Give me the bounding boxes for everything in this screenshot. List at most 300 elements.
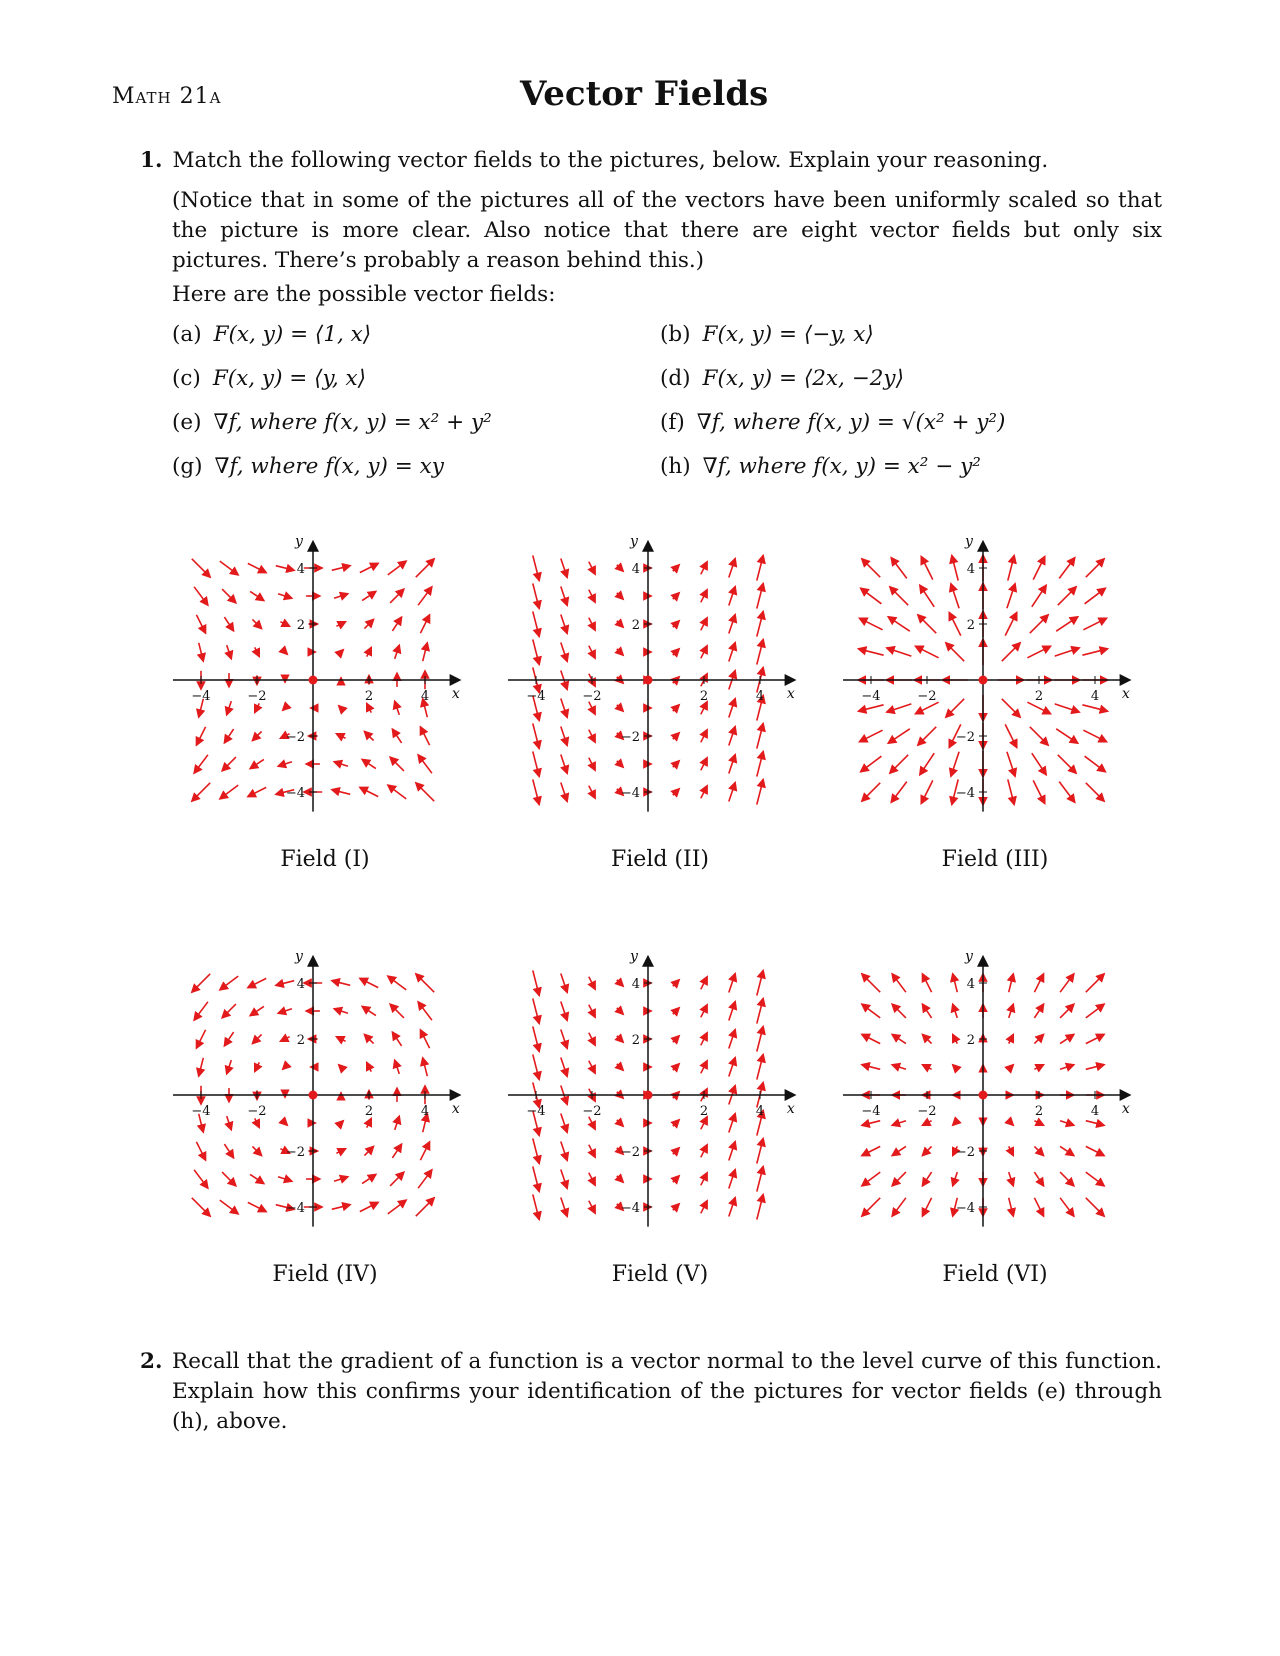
field-arrow	[561, 643, 567, 662]
field-arrow	[1002, 699, 1020, 717]
field-arrow	[1009, 1146, 1014, 1155]
field-arrow	[194, 1002, 208, 1020]
field-label: (b)	[660, 322, 691, 347]
field-arrow	[1007, 584, 1015, 609]
field-arrow	[1083, 618, 1106, 630]
vector-field-plot	[835, 533, 1155, 845]
field-arrow	[862, 1146, 880, 1155]
field-arrow	[561, 1198, 567, 1217]
field-arrow	[729, 1170, 735, 1189]
field-arrow	[1086, 1146, 1104, 1155]
field-arrow	[861, 756, 882, 772]
y-axis-label: y	[965, 533, 973, 550]
field-arrow	[420, 1030, 429, 1048]
y-tick-label: 4	[631, 562, 640, 577]
field-arrow	[1032, 585, 1046, 607]
y-axis-label: y	[630, 533, 638, 550]
field-arrow	[892, 1172, 906, 1186]
field-arrow	[332, 1205, 350, 1210]
field-arrow	[280, 622, 289, 627]
field-arrow	[220, 1200, 238, 1214]
y-tick-label: −2	[955, 1145, 975, 1160]
field-arrow	[367, 1118, 372, 1127]
field-arrow	[367, 1062, 372, 1071]
field-arrow	[1086, 1065, 1104, 1070]
field-arrow	[533, 1166, 539, 1191]
field-arrow	[533, 723, 539, 748]
field-arrow	[1060, 1172, 1074, 1186]
field-arrow	[859, 618, 882, 630]
field-arrow	[617, 980, 623, 986]
field-arrow	[922, 1004, 931, 1018]
field-arrow	[757, 779, 763, 804]
field-option-d	[660, 366, 904, 391]
field-arrow	[283, 1121, 288, 1126]
field-arrow	[1034, 1034, 1043, 1043]
course-name: Math 21a	[112, 84, 222, 109]
field-arrow	[757, 998, 763, 1023]
field-arrow	[953, 1004, 958, 1018]
y-tick-label: 2	[631, 618, 640, 633]
field-arrow	[561, 559, 567, 578]
field-arrow	[589, 618, 595, 631]
field-arrow	[673, 1036, 679, 1042]
problem-1-note: (Notice that in some of the pictures all of the vectors have been uniformly scaled so that the picture is more clear. Also notice that there are eight vector fields but only six pictures. There’s probably a reason behind this.)	[172, 188, 1162, 273]
field-arrow	[362, 591, 376, 600]
field-arrow	[953, 1172, 958, 1186]
field-arrow	[946, 643, 964, 661]
field-arrow	[892, 1198, 906, 1216]
x-tick-label: −4	[191, 1104, 211, 1119]
problem-2-number: 2.	[140, 1349, 163, 1374]
field-arrow	[418, 1002, 432, 1020]
field-arrow	[888, 617, 910, 631]
field-arrow	[757, 1054, 763, 1079]
field-arrow	[561, 615, 567, 634]
field-arrow	[364, 619, 373, 628]
field-arrow	[252, 1034, 261, 1043]
field-arrow	[729, 783, 735, 802]
x-tick-label: −2	[247, 1104, 267, 1119]
field-arrow	[283, 1065, 288, 1070]
field-arrow	[862, 974, 880, 992]
field-arrow	[192, 1198, 210, 1216]
field-arrow	[255, 647, 260, 656]
field-arrow	[729, 1002, 735, 1021]
x-tick-label: −2	[582, 1104, 602, 1119]
field-arrow	[220, 976, 238, 990]
field-plot-2	[500, 533, 820, 875]
problem-1-text: Match the following vector fields to the pictures, below. Explain your reasoning.	[172, 148, 1049, 173]
field-arrow	[729, 1198, 735, 1217]
field-arrow	[250, 591, 264, 600]
field-option-b	[660, 322, 874, 347]
field-arrow	[757, 611, 763, 636]
field-arrow	[1060, 1146, 1074, 1155]
field-formula: F(x, y) = ⟨−y, x⟩	[702, 322, 874, 347]
field-arrow	[922, 1121, 931, 1126]
field-arrow	[395, 1060, 400, 1074]
field-arrow	[862, 1034, 880, 1043]
x-axis-label: x	[451, 686, 460, 702]
field-arrow	[952, 555, 958, 580]
field-arrow	[423, 643, 428, 661]
field-arrow	[953, 1065, 958, 1070]
field-arrow	[701, 590, 707, 603]
field-arrow	[418, 1170, 432, 1188]
field-arrow	[1009, 1198, 1014, 1216]
field-arrow	[278, 594, 292, 599]
field-arrow	[918, 727, 936, 745]
field-arrow	[533, 751, 539, 776]
field-arrow	[701, 562, 707, 575]
problem-2-text: Recall that the gradient of a function is a vector normal to the level curve of this function. Explain how this confirms your identification of the pictures for vector fields (e) through (h), above.	[172, 1349, 1162, 1434]
field-arrow	[1082, 705, 1107, 711]
y-axis-label: y	[630, 948, 638, 965]
field-arrow	[1083, 730, 1106, 742]
field-arrow	[360, 1202, 378, 1211]
field-formula: ∇f, where f(x, y) = xy	[214, 454, 444, 479]
field-arrow	[533, 779, 539, 804]
field-arrow	[617, 621, 623, 627]
field-arrow	[887, 648, 912, 656]
field-arrow	[423, 1058, 428, 1076]
x-axis-label: x	[451, 1101, 460, 1117]
field-arrow	[248, 978, 266, 987]
field-arrow	[673, 1148, 679, 1154]
field-arrow	[533, 1054, 539, 1079]
field-arrow	[395, 701, 400, 715]
x-axis-label: x	[1121, 686, 1130, 702]
field-arrow	[392, 617, 401, 631]
x-tick-label: 2	[699, 1104, 709, 1119]
field-arrow	[951, 752, 959, 777]
field-arrow	[420, 1142, 429, 1160]
field-arrow	[673, 980, 679, 986]
field-arrow	[701, 1061, 707, 1074]
field-arrow	[701, 730, 707, 743]
y-axis-label: y	[295, 948, 303, 965]
origin-point	[644, 1091, 653, 1100]
field-arrow	[278, 762, 292, 767]
field-arrow	[1033, 780, 1045, 803]
field-arrow	[224, 1032, 233, 1046]
field-arrow	[589, 1173, 595, 1186]
field-arrow	[334, 762, 348, 767]
field-arrow	[729, 1058, 735, 1077]
field-arrow	[729, 615, 735, 634]
field-arrow	[1034, 1004, 1043, 1018]
field-arrow	[334, 594, 348, 599]
field-arrow	[362, 759, 376, 768]
field-arrow	[858, 649, 883, 655]
field-arrow	[862, 783, 880, 801]
x-tick-label: 2	[699, 689, 709, 704]
field-arrow	[1086, 1034, 1104, 1043]
field-arrow	[617, 649, 623, 655]
field-arrow	[339, 1121, 344, 1126]
field-arrow	[701, 758, 707, 771]
field-arrow	[248, 563, 266, 572]
field-arrow	[953, 974, 958, 992]
x-tick-label: 4	[1090, 1104, 1100, 1119]
field-option-e	[172, 410, 492, 435]
field-arrow	[1027, 646, 1050, 658]
field-arrow	[1034, 1121, 1043, 1126]
y-tick-label: 4	[631, 977, 640, 992]
field-arrow	[227, 1116, 232, 1130]
field-option-g	[172, 454, 444, 479]
field-arrow	[922, 1198, 931, 1216]
field-arrow	[1085, 756, 1106, 772]
field-arrow	[278, 1177, 292, 1182]
field-arrow	[276, 566, 294, 571]
field-arrow	[224, 1144, 233, 1158]
field-arrow	[617, 761, 623, 767]
field-label: (h)	[660, 454, 691, 479]
field-arrow	[589, 786, 595, 799]
field-arrow	[418, 755, 432, 773]
x-axis-label: x	[786, 686, 795, 702]
field-arrow	[390, 757, 404, 771]
x-tick-label: −2	[917, 1104, 937, 1119]
field-arrow	[227, 701, 232, 715]
field-arrow	[1007, 752, 1015, 777]
origin-point	[309, 1091, 318, 1100]
x-tick-label: 4	[755, 689, 765, 704]
field-arrow	[1059, 782, 1075, 803]
field-arrow	[862, 1198, 880, 1216]
field-arrow	[194, 755, 208, 773]
y-tick-label: 4	[296, 562, 305, 577]
field-arrow	[362, 1006, 376, 1015]
field-arrow	[1059, 558, 1075, 579]
field-arrow	[334, 1009, 348, 1014]
field-arrow	[701, 1145, 707, 1158]
field-arrow	[255, 703, 260, 712]
field-arrow	[1060, 974, 1074, 992]
field-arrow	[194, 587, 208, 605]
field-plot-5	[500, 948, 820, 1290]
field-arrow	[673, 1176, 679, 1182]
field-arrow	[862, 1172, 880, 1186]
field-arrow	[729, 587, 735, 606]
y-axis-label: y	[965, 948, 973, 965]
field-arrow	[673, 1120, 679, 1126]
field-arrow	[1009, 1121, 1014, 1126]
field-arrow	[390, 1172, 404, 1186]
field-arrow	[1082, 649, 1107, 655]
field-arrow	[561, 974, 567, 993]
plot-caption: Field (II)	[611, 847, 709, 872]
field-arrow	[388, 561, 406, 575]
origin-point	[309, 676, 318, 685]
field-arrow	[589, 590, 595, 603]
y-tick-label: 2	[296, 618, 305, 633]
field-arrow	[892, 1121, 906, 1126]
plot-caption: Field (IV)	[272, 1262, 378, 1287]
y-tick-label: −2	[620, 730, 640, 745]
field-arrow	[420, 727, 429, 745]
field-arrow	[336, 1149, 345, 1154]
field-arrow	[360, 978, 378, 987]
x-tick-label: −4	[526, 689, 546, 704]
field-arrow	[1005, 724, 1017, 747]
field-arrow	[949, 612, 961, 635]
origin-point	[644, 676, 653, 685]
field-arrow	[364, 731, 373, 740]
field-arrow	[1034, 1172, 1043, 1186]
field-arrow	[589, 1201, 595, 1214]
field-arrow	[617, 705, 623, 711]
field-arrow	[224, 617, 233, 631]
y-tick-label: 2	[296, 1033, 305, 1048]
field-arrow	[222, 1004, 236, 1018]
field-arrow	[922, 974, 931, 992]
field-label: (a)	[172, 322, 202, 347]
field-arrow	[890, 587, 908, 605]
field-arrow	[589, 977, 595, 990]
field-arrow	[1086, 974, 1104, 992]
x-tick-label: −4	[861, 689, 881, 704]
field-arrow	[1034, 1146, 1043, 1155]
field-arrow	[388, 785, 406, 799]
field-label: (g)	[172, 454, 203, 479]
field-arrow	[729, 559, 735, 578]
field-arrow	[951, 584, 959, 609]
field-arrow	[561, 1142, 567, 1161]
field-arrow	[199, 643, 204, 661]
field-arrow	[673, 1204, 679, 1210]
field-arrow	[946, 699, 964, 717]
field-plot-6	[835, 948, 1155, 1290]
field-arrow	[395, 645, 400, 659]
field-arrow	[589, 1005, 595, 1018]
field-arrow	[392, 729, 401, 743]
x-tick-label: 4	[1090, 689, 1100, 704]
x-tick-label: −4	[861, 1104, 881, 1119]
field-arrow	[892, 1146, 906, 1155]
field-formula: F(x, y) = ⟨y, x⟩	[212, 366, 367, 391]
field-arrow	[891, 782, 907, 803]
field-arrow	[701, 646, 707, 659]
x-tick-label: 2	[364, 689, 374, 704]
field-arrow	[248, 787, 266, 796]
field-arrow	[892, 1004, 906, 1018]
field-arrow	[561, 783, 567, 802]
field-arrow	[533, 998, 539, 1023]
field-arrow	[1086, 1121, 1104, 1126]
field-arrow	[757, 583, 763, 608]
field-arrow	[918, 615, 936, 633]
field-option-a	[172, 322, 371, 347]
field-arrow	[332, 566, 350, 571]
problem-1-number: 1.	[140, 148, 163, 173]
field-arrow	[248, 1202, 266, 1211]
y-tick-label: 4	[966, 562, 975, 577]
field-arrow	[922, 1065, 931, 1070]
field-formula: F(x, y) = ⟨2x, −2y⟩	[702, 366, 904, 391]
field-arrow	[222, 589, 236, 603]
field-option-c	[172, 366, 366, 391]
field-arrow	[757, 639, 763, 664]
field-arrow	[392, 1144, 401, 1158]
field-arrow	[533, 555, 539, 580]
plot-caption: Field (V)	[611, 1262, 709, 1287]
field-arrow	[673, 705, 679, 711]
field-arrow	[1060, 1034, 1074, 1043]
field-arrow	[1009, 1004, 1014, 1018]
field-arrow	[757, 970, 763, 995]
field-arrow	[561, 699, 567, 718]
field-arrow	[561, 1030, 567, 1049]
field-arrow	[220, 785, 238, 799]
field-arrow	[196, 727, 205, 745]
x-tick-label: 2	[364, 1104, 374, 1119]
field-arrow	[953, 1034, 958, 1043]
field-arrow	[561, 727, 567, 746]
field-arrow	[673, 649, 679, 655]
x-tick-label: 2	[1034, 689, 1044, 704]
field-arrow	[1055, 704, 1080, 712]
field-arrow	[250, 759, 264, 768]
problem-1-prompt	[140, 146, 1048, 176]
field-arrow	[701, 977, 707, 990]
x-axis-label: x	[1121, 1101, 1130, 1117]
x-tick-label: 4	[755, 1104, 765, 1119]
field-arrow	[255, 1062, 260, 1071]
field-arrow	[921, 556, 933, 579]
y-tick-label: 2	[966, 618, 975, 633]
origin-point	[979, 1091, 988, 1100]
field-arrow	[589, 562, 595, 575]
field-formula: F(x, y) = ⟨1, x⟩	[213, 322, 372, 347]
field-arrow	[888, 729, 910, 743]
field-arrow	[1086, 1198, 1104, 1216]
field-arrow	[367, 703, 372, 712]
field-arrow	[589, 646, 595, 659]
field-arrow	[332, 981, 350, 986]
field-arrow	[729, 643, 735, 662]
field-arrow	[891, 558, 907, 579]
field-arrow	[1086, 559, 1104, 577]
field-arrow	[339, 706, 344, 711]
field-arrow	[862, 1121, 880, 1126]
field-arrow	[561, 1114, 567, 1133]
field-formula: ∇f, where f(x, y) = x² + y²	[213, 410, 492, 435]
field-arrow	[1034, 1065, 1043, 1070]
field-arrow	[533, 583, 539, 608]
page-title: Vector Fields	[520, 74, 769, 114]
field-arrow	[533, 1194, 539, 1219]
field-arrow	[1008, 555, 1014, 580]
field-arrow	[283, 650, 288, 655]
field-arrow	[701, 1005, 707, 1018]
field-arrow	[250, 1174, 264, 1183]
field-arrow	[1060, 1198, 1074, 1216]
field-arrow	[227, 645, 232, 659]
field-arrow	[367, 647, 372, 656]
field-plot-1	[165, 533, 485, 875]
field-arrow	[561, 755, 567, 774]
field-arrow	[673, 1064, 679, 1070]
y-tick-label: −4	[955, 1201, 975, 1216]
y-tick-label: −2	[955, 730, 975, 745]
field-arrow	[589, 1061, 595, 1074]
y-tick-label: −4	[285, 786, 305, 801]
field-arrow	[673, 593, 679, 599]
field-arrow	[332, 790, 350, 795]
